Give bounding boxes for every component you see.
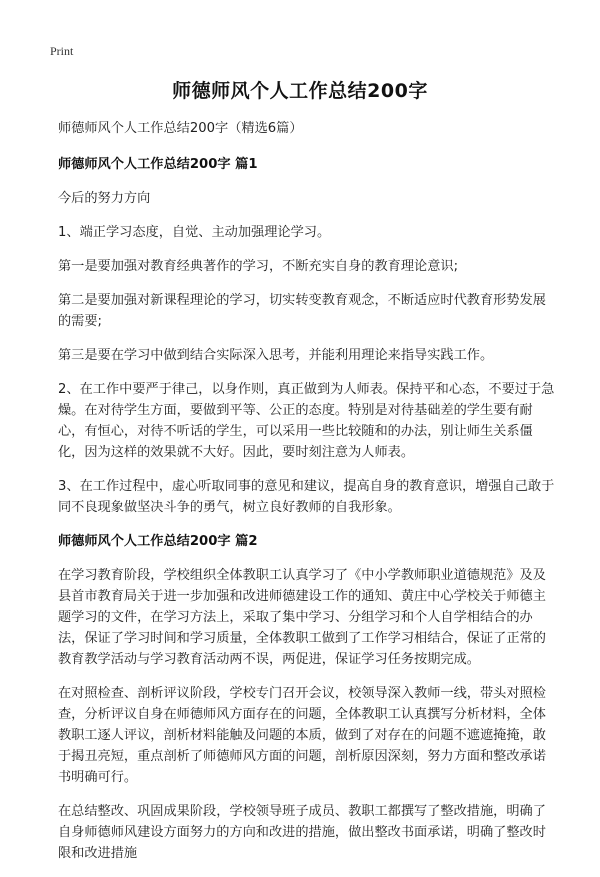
print-label: Print	[50, 44, 74, 58]
paragraph: 第二是要加强对新课程理论的学习，切实转变教育观念，不断适应时代教育形势发展的需要;	[58, 293, 546, 329]
paragraph: 在学习教育阶段，学校组织全体教职工认真学习了《中小学教师职业道德规范》及及县首市教育局关于进一步加强和改进师德建设工作的通知、黄庄中心学校关于师德主题学习的文件，在学习方法上，采取了集中学习、分组学习和个人自学相结合的办法，保证了学习时间和学习质量，全体教职工做到了工作学习相结合，保证了正常的教育教学活动与学习教育活动两不误，两促进，保证学习任务按期完成。	[58, 568, 546, 667]
paragraph: 在对照检查、剖析评议阶段，学校专门召开会议，校领导深入教师一线，带头对照检查，分析评议自身在师德师风方面存在的问题，全体教职工认真撰写分析材料，全体教职工逐人评议，剖析材料能触及问题的本质，做到了对存在的问题不遮遮掩掩，敢于揭丑亮短，重点剖析了师德师风方面的问题，剖析原因深刻，努力方面和整改承诺书明确可行。	[58, 686, 546, 785]
paragraph: 在总结整改、巩固成果阶段，学校领导班子成员、教职工都撰写了整改措施，明确了自身师德师风建设方面努力的方向和改进的措施，做出整改书面承诺，明确了整改时限和改进措施	[58, 804, 546, 861]
paragraph: 1、端正学习态度，自觉、主动加强理论学习。	[58, 225, 331, 240]
paragraph: 2、在工作中要严于律己，以身作则，真正做到为人师表。保持平和心态，不要过于急燥。在对待学生方面，要做到平等、公正的态度。特别是对待基础差的学生要有耐心，有恒心，对待不听话的学生，可以采用一些比较随和的办法，别让师生关系僵化，因为这样的效果就不大好。因此，要时刻注意为人师表。	[58, 382, 555, 460]
paragraph: 3、在工作过程中，虚心听取同事的意见和建议，提高自身的教育意识，增强自己敢于同不良现象做坚决斗争的勇气，树立良好教师的自我形象。	[58, 479, 555, 515]
paragraph: 今后的努力方向	[58, 191, 151, 206]
document-body	[58, 118, 558, 877]
page-title: 师德师风个人工作总结200字	[172, 80, 428, 102]
paragraph: 第一是要加强对教育经典著作的学习，不断充实自身的教育理论意识;	[58, 259, 459, 274]
section-heading-1: 师德师风个人工作总结200字 篇1	[58, 157, 258, 172]
section-heading-2: 师德师风个人工作总结200字 篇2	[58, 534, 258, 549]
document-subtitle: 师德师风个人工作总结200字（精选6篇）	[58, 121, 303, 136]
paragraph: 第三是要在学习中做到结合实际深入思考，并能利用理论来指导实践工作。	[58, 348, 494, 363]
